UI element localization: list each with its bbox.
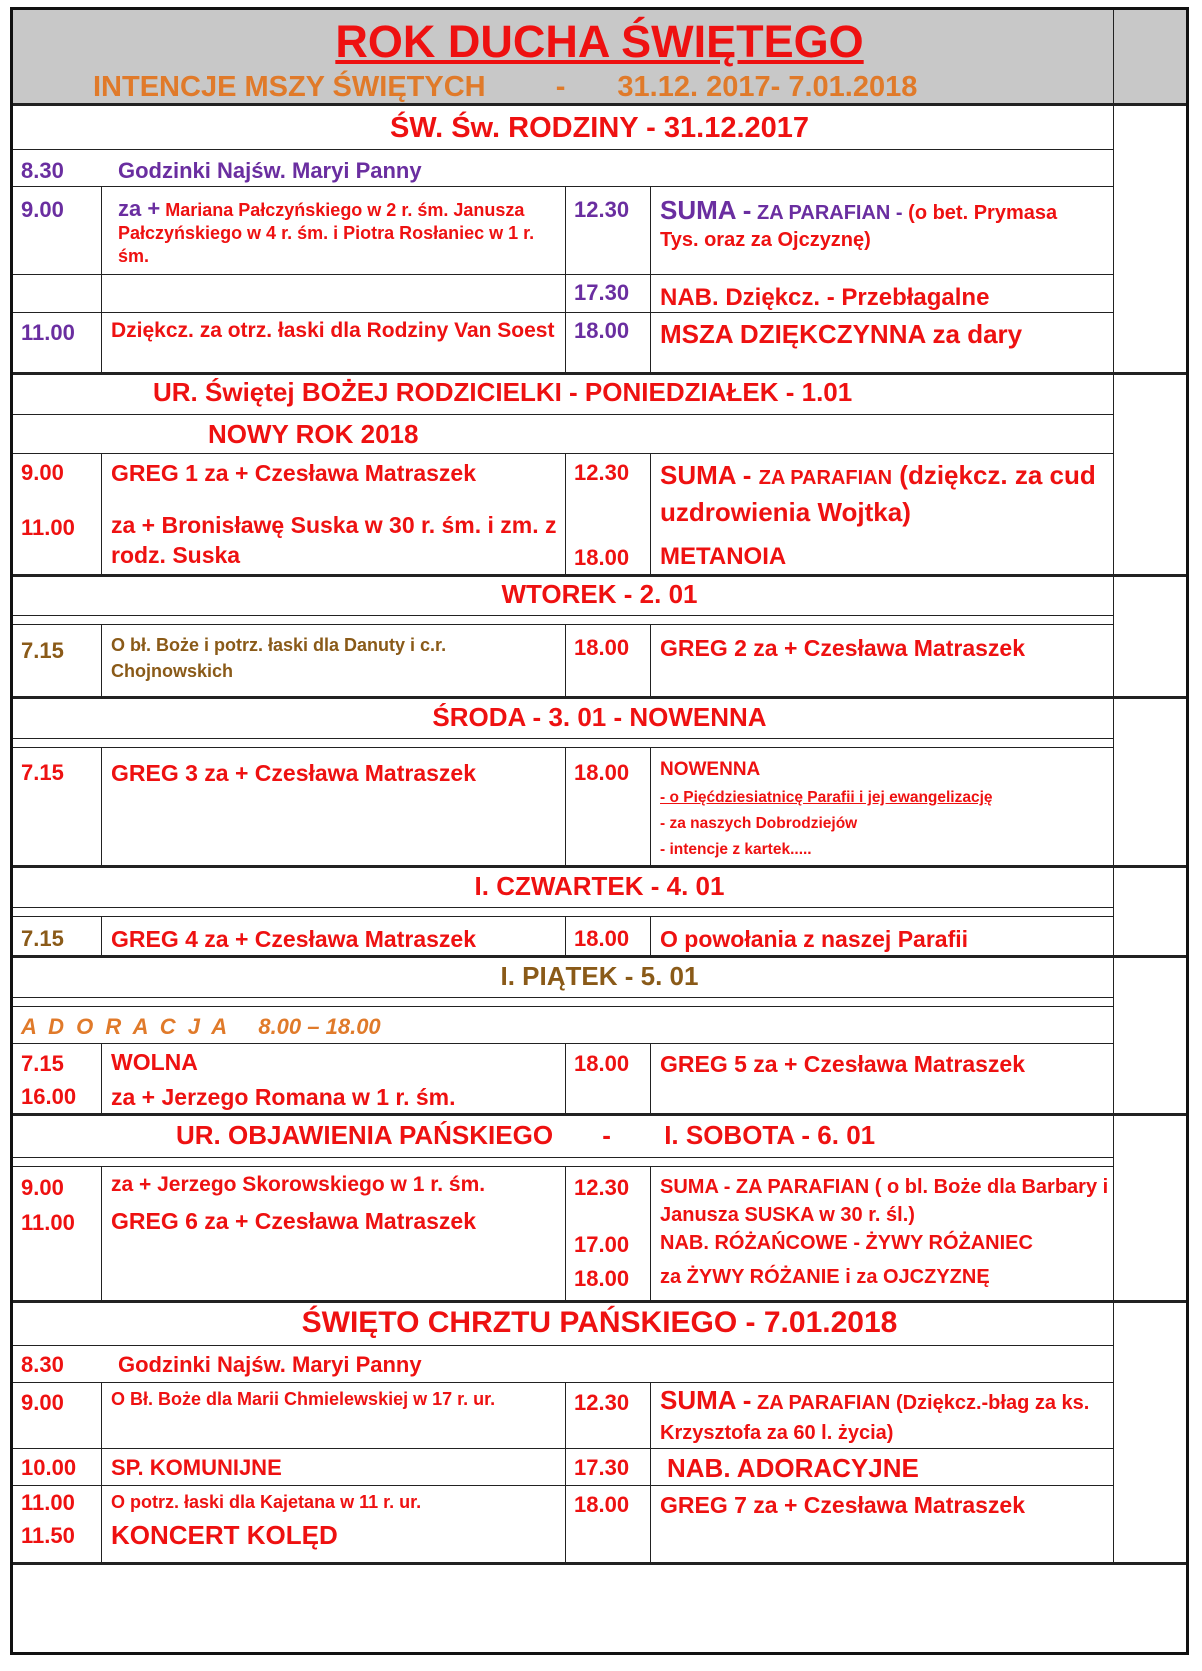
day8-intention-0900: O Bł. Boże dla Marii Chmielewskiej w 17 r. ur. — [111, 1389, 496, 1409]
day3-greg2: GREG 2 za + Czesława Matraszek — [660, 635, 1025, 661]
day7-time-1700: 17.00 — [574, 1232, 630, 1257]
subtitle-dash: - — [555, 71, 566, 103]
day3-time-0715: 7.15 — [21, 638, 64, 663]
day1-intention-0900: za + Mariana Pałczyńskiego w 2 r. śm. Janusza Pałczyńskiego w 4 r. śm. i Piotra Rosłaniec w 1 r. śm. — [118, 196, 535, 266]
page-title: ROK DUCHA ŚWIĘTEGO — [335, 16, 864, 67]
day1-time-0900: 9.00 — [21, 197, 64, 222]
day7-time-1230: 12.30 — [574, 1175, 630, 1200]
day7-rozancowe: NAB. RÓŻAŃCOWE - ŻYWY RÓŻANIEC — [660, 1232, 1033, 1254]
day2-suma: SUMA - ZA PARAFIAN (dziękcz. za cud uzdrowienia Wojtka) — [660, 460, 1096, 527]
day4-title: ŚRODA - 3. 01 - NOWENNA — [432, 702, 767, 732]
day6-time-1600: 16.00 — [21, 1084, 77, 1109]
day1-godzinki: Godzinki Najśw. Maryi Panny — [118, 158, 422, 183]
day3-intention-0715: O bł. Boże i potrz. łaski dla Danuty i c.r. Chojnowskich — [111, 635, 447, 681]
day4-nowenna-line2: - za naszych Dobrodziejów — [660, 815, 858, 832]
day1-time-1730: 17.30 — [574, 280, 630, 305]
subtitle-dates: 31.12. 2017- 7.01.2018 — [617, 71, 918, 103]
day5-greg4: GREG 4 za + Czesława Matraszek — [111, 926, 476, 952]
day5-time-1800: 18.00 — [574, 926, 630, 951]
day6-wolna: WOLNA — [111, 1049, 198, 1075]
day4-nowenna: NOWENNA — [660, 759, 761, 780]
day7-ojczyzna: za ŻYWY RÓŻANIE i za OJCZYZNĘ — [660, 1266, 990, 1288]
day2-greg1: GREG 1 za + Czesława Matraszek — [111, 460, 476, 486]
day6-adoracja: A D O R A C J A 8.00 – 18.00 — [21, 1014, 381, 1039]
subtitle-label: INTENCJE MSZY ŚWIĘTYCH — [93, 71, 486, 103]
day7-greg6: GREG 6 za + Czesława Matraszek — [111, 1208, 476, 1234]
day5-title: I. CZWARTEK - 4. 01 — [474, 871, 725, 901]
day2-subtitle: NOWY ROK 2018 — [208, 419, 419, 449]
day1-time-1800: 18.00 — [574, 318, 630, 343]
day1-za-plus: za + — [118, 196, 161, 221]
day6-greg5: GREG 5 za + Czesława Matraszek — [660, 1051, 1025, 1077]
day1-time-1100: 11.00 — [21, 320, 75, 345]
day3-title: WTOREK - 2. 01 — [501, 579, 698, 609]
day8-time-1230: 12.30 — [574, 1390, 630, 1415]
day6-time-1800: 18.00 — [574, 1051, 630, 1076]
day8-time-0900: 9.00 — [21, 1390, 64, 1415]
day2-intention-1100: za + Bronisławę Suska w 30 r. śm. i zm. z rodz. Suska — [111, 512, 557, 568]
day7-intention-0900: za + Jerzego Skorowskiego w 1 r. śm. — [111, 1173, 486, 1196]
day2-title: UR. Świętej BOŻEJ RODZICIELKI - PONIEDZIAŁEK - 1.01 — [153, 377, 853, 407]
day7-time-1100: 11.00 — [21, 1210, 75, 1235]
day5-time-0715: 7.15 — [21, 926, 64, 951]
day1-time-0830: 8.30 — [21, 158, 64, 183]
day7-suma: SUMA - ZA PARAFIAN ( o bl. Boże dla Barbary i Janusza SUSKA w 30 r. śl.) — [660, 1176, 1109, 1226]
day1-suma: SUMA - ZA PARAFIAN - (o bet. Prymasa Tys. oraz za Ojczyznę) — [660, 195, 1058, 251]
day8-godzinki: Godzinki Najśw. Maryi Panny — [118, 1352, 422, 1377]
day7-time-1800: 18.00 — [574, 1266, 630, 1291]
day2-time-1800: 18.00 — [574, 545, 630, 570]
day8-time-1800: 18.00 — [574, 1492, 630, 1517]
day3-time-1800: 18.00 — [574, 635, 630, 660]
day2-time-0900: 9.00 — [21, 460, 64, 485]
day6-time-0715: 7.15 — [21, 1051, 64, 1076]
day4-nowenna-line3: - intencje z kartek..... — [660, 841, 812, 858]
day2-time-1230: 12.30 — [574, 460, 630, 485]
day8-komunijne: SP. KOMUNIJNE — [111, 1455, 282, 1480]
day8-time-1000: 10.00 — [21, 1455, 77, 1480]
schedule-sheet — [10, 7, 1189, 1655]
day8-adoracyjne: NAB. ADORACYJNE — [667, 1453, 919, 1483]
day7-title: UR. OBJAWIENIA PAŃSKIEGO - I. SOBOTA - 6. 01 — [176, 1120, 876, 1150]
day6-intention-1600: za + Jerzego Romana w 1 r. śm. — [111, 1084, 456, 1110]
day2-time-1100: 11.00 — [21, 515, 75, 540]
day4-time-0715: 7.15 — [21, 760, 64, 785]
day8-suma: SUMA - ZA PARAFIAN (Dziękcz.-błag za ks. Krzysztofa za 60 l. życia) — [660, 1385, 1090, 1444]
day1-msza: MSZA DZIĘKCZYNNA za dary — [660, 319, 1023, 349]
day4-time-1800: 18.00 — [574, 760, 630, 785]
day4-nowenna-line1: - o Pięćdziesiatnicę Parafii i jej ewangelizację — [660, 789, 993, 806]
day8-koncert: KONCERT KOLĘD — [111, 1520, 338, 1550]
day1-title: ŚW. Św. RODZINY - 31.12.2017 — [389, 112, 810, 144]
day1-intention-1100: Dziękcz. za otrz. łaski dla Rodziny Van Soest — [111, 319, 555, 342]
day7-time-0900: 9.00 — [21, 1175, 64, 1200]
day1-time-1230: 12.30 — [574, 197, 630, 222]
day8-greg7: GREG 7 za + Czesława Matraszek — [660, 1492, 1025, 1518]
day8-time-1100: 11.00 — [21, 1490, 75, 1515]
day8-title: ŚWIĘTO CHRZTU PAŃSKIEGO - 7.01.2018 — [301, 1306, 898, 1339]
day6-title: I. PIĄTEK - 5. 01 — [500, 961, 699, 991]
day8-intention-1100: O potrz. łaski dla Kajetana w 11 r. ur. — [111, 1492, 422, 1512]
day1-nab: NAB. Dziękcz. - Przebłagalne — [660, 284, 990, 311]
day4-greg3: GREG 3 za + Czesława Matraszek — [111, 760, 476, 786]
day2-metanoia: METANOIA — [660, 543, 787, 570]
day5-powolania: O powołania z naszej Parafii — [660, 926, 969, 952]
day8-time-1150: 11.50 — [21, 1523, 75, 1548]
page-subtitle — [93, 71, 917, 104]
day8-time-1730: 17.30 — [574, 1455, 630, 1480]
day8-time-0830: 8.30 — [21, 1352, 64, 1377]
